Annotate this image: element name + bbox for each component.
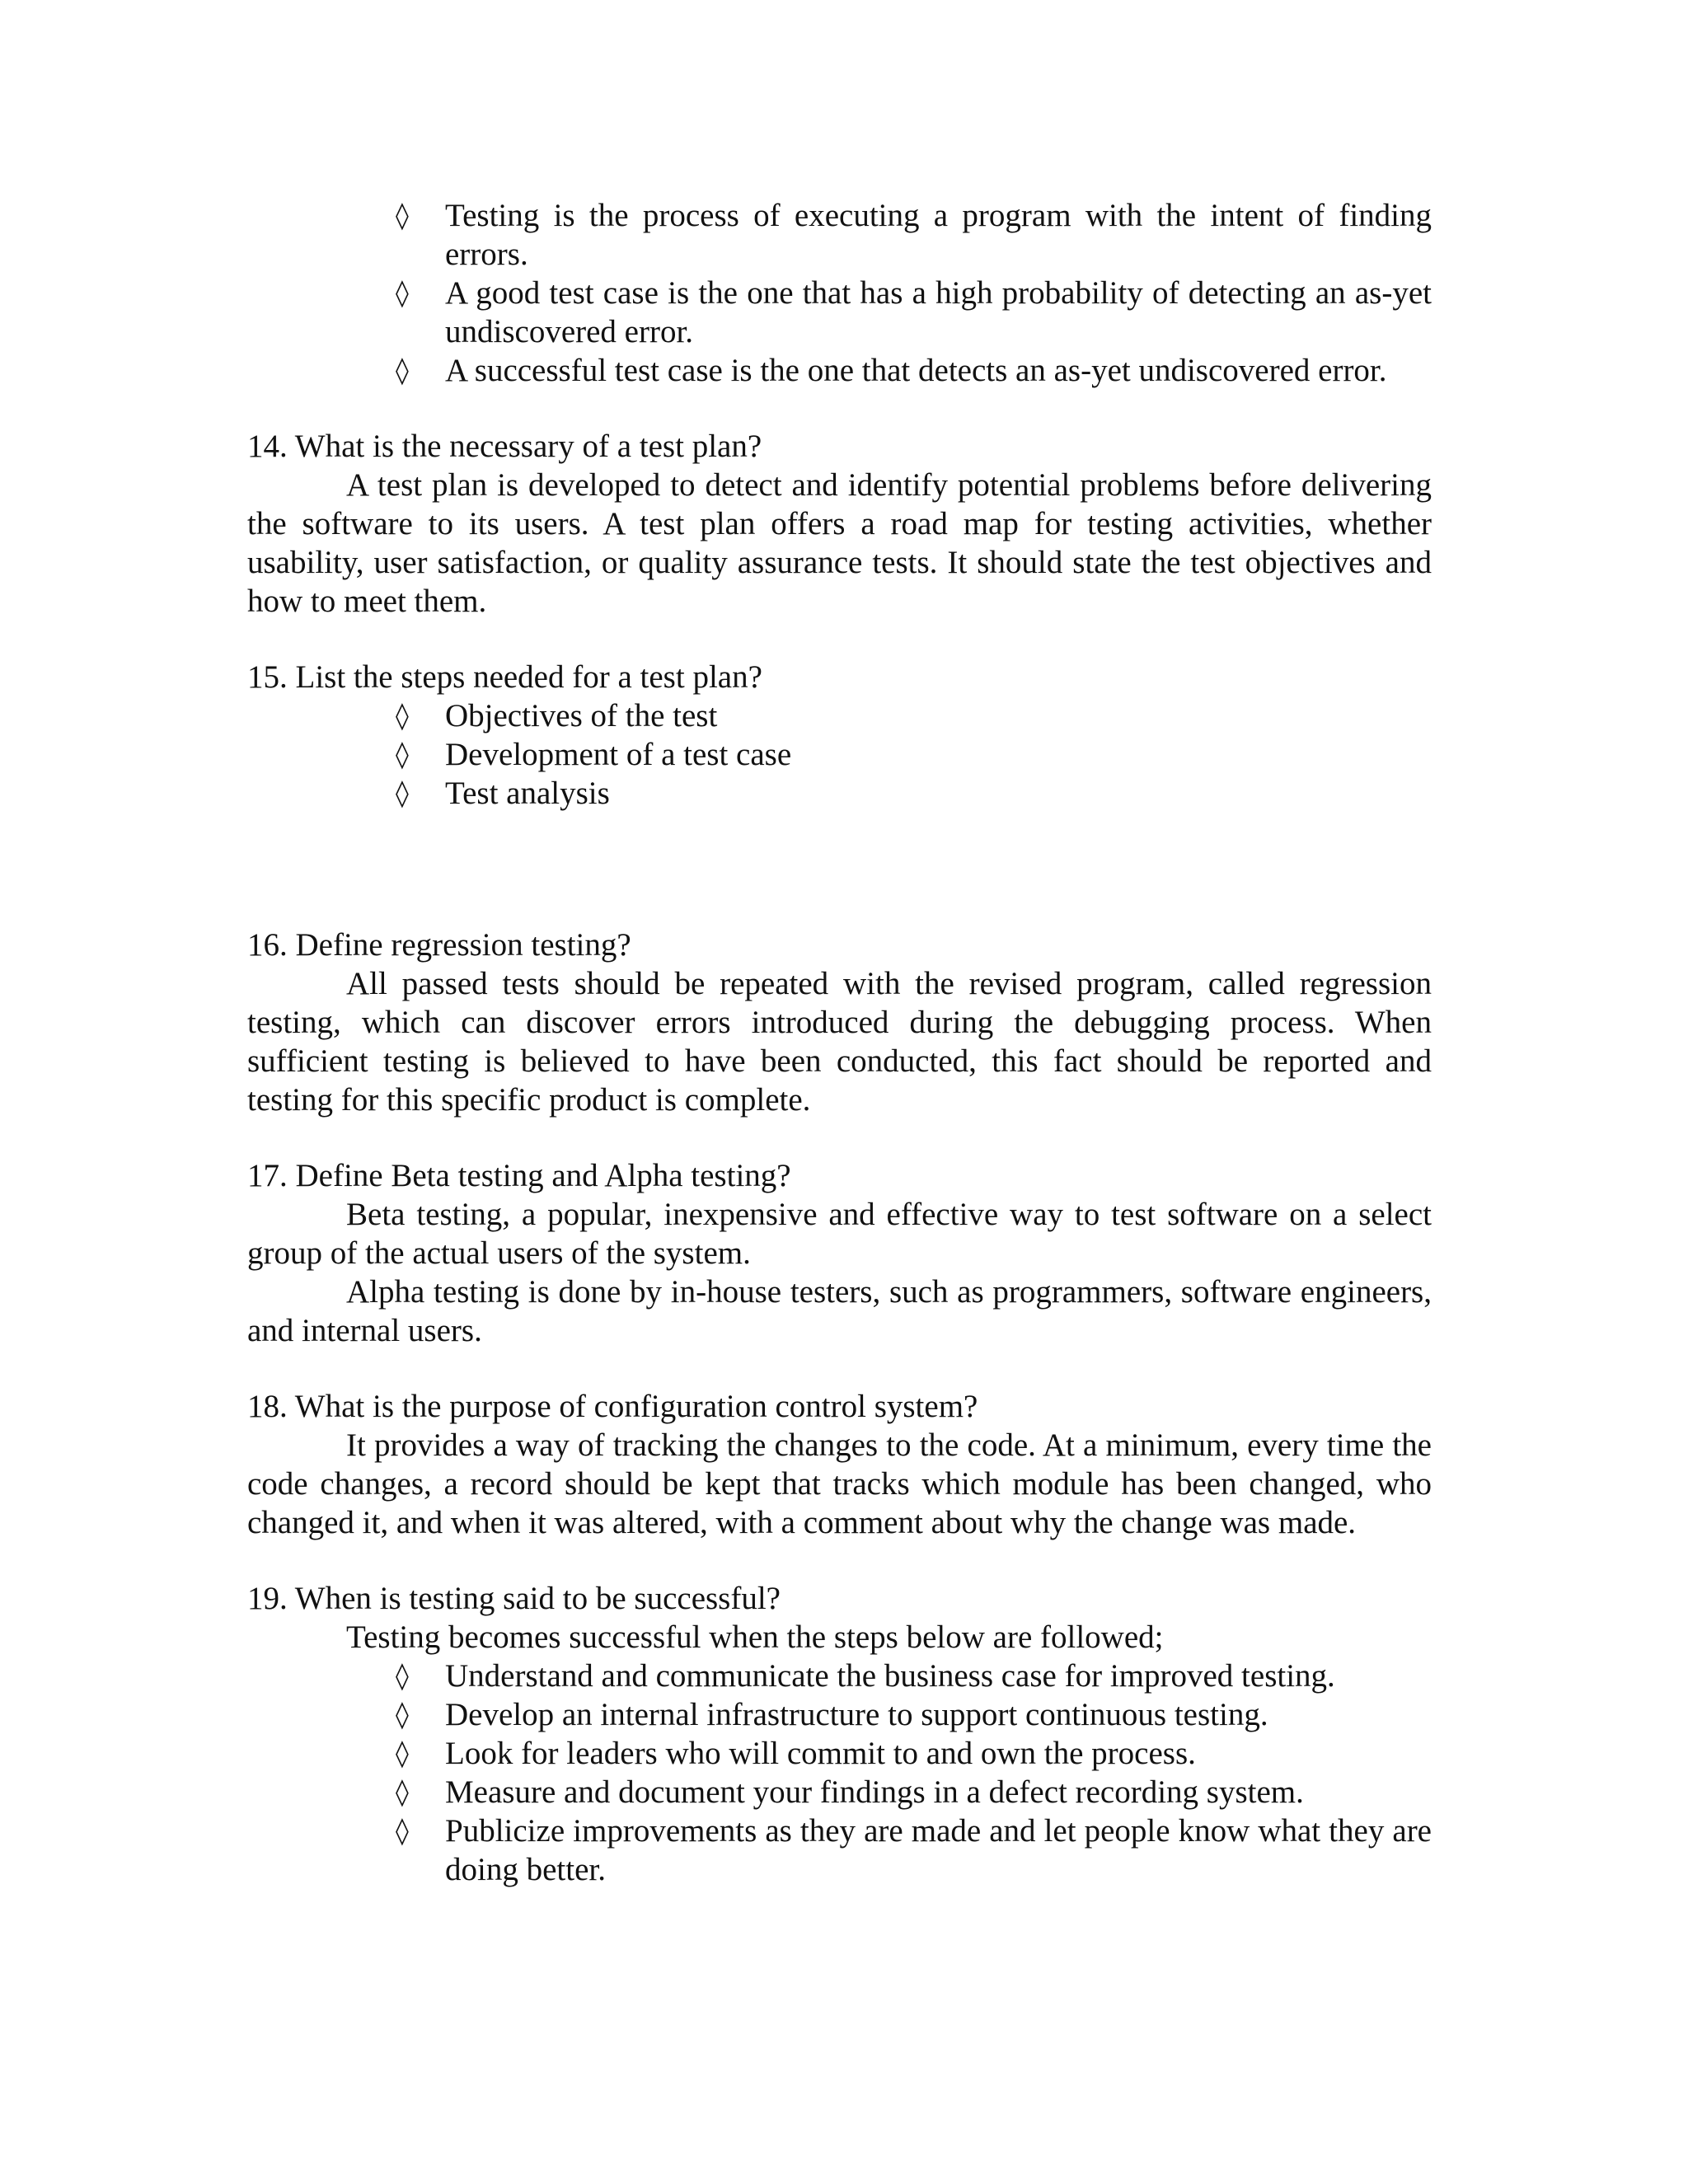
question-18: 18. What is the purpose of configuration control system? bbox=[247, 1389, 978, 1424]
spacer bbox=[247, 813, 1432, 926]
bullet-text: Measure and document your findings in a defect recording system. bbox=[445, 1774, 1304, 1810]
diamond-bullet-icon: ◊ bbox=[396, 777, 409, 808]
answer-14: A test plan is developed to detect and identify potential problems before delivering the software to its users. A test plan offers a road map for testing activities, whether usability, user satisfaction, or quality assurance tests. It should state the test objectives and how to meet them. bbox=[247, 467, 1432, 619]
question-14: 14. What is the necessary of a test plan? bbox=[247, 429, 762, 464]
list-item bbox=[396, 1773, 1432, 1811]
bullet-text: Develop an internal infrastructure to support continuous testing. bbox=[445, 1697, 1268, 1732]
bullet-text: Publicize improvements as they are made and let people know what they are doing better. bbox=[445, 1813, 1432, 1887]
answer-19-lead: Testing becomes successful when the steps below are followed; bbox=[346, 1619, 1164, 1655]
list-item bbox=[396, 1811, 1432, 1889]
diamond-bullet-icon: ◊ bbox=[396, 354, 409, 386]
list-item bbox=[396, 696, 1432, 735]
q15-bullet-list bbox=[247, 696, 1432, 813]
diamond-bullet-icon: ◊ bbox=[396, 1815, 409, 1846]
question-19: 19. When is testing said to be successful? bbox=[247, 1581, 781, 1616]
answer-18: It provides a way of tracking the changes to the code. At a minimum, every time the code changes, a record should be kept that tracks which module has been changed, who changed it, and when it was altered, with a comment about why the change was made. bbox=[247, 1427, 1432, 1540]
bullet-text: A successful test case is the one that detects an as-yet undiscovered error. bbox=[445, 353, 1387, 388]
spacer bbox=[247, 1542, 1432, 1579]
list-item bbox=[396, 196, 1432, 274]
list-item bbox=[396, 1657, 1432, 1695]
bullet-text: Test analysis bbox=[445, 776, 610, 811]
diamond-bullet-icon: ◊ bbox=[396, 277, 409, 308]
answer-16: All passed tests should be repeated with the revised program, called regression testing, which can discover errors introduced during the debugging process. When sufficient testing is believed to have been conducted, this fact should be reported and testing for this specific product is complete. bbox=[247, 966, 1432, 1118]
list-item bbox=[396, 351, 1432, 390]
bullet-text: Look for leaders who will commit to and own the process. bbox=[445, 1736, 1196, 1771]
diamond-bullet-icon: ◊ bbox=[396, 1699, 409, 1730]
list-item bbox=[396, 735, 1432, 774]
bullet-text: Objectives of the test bbox=[445, 698, 718, 733]
bullet-text: Understand and communicate the business case for improved testing. bbox=[445, 1658, 1335, 1694]
diamond-bullet-icon: ◊ bbox=[396, 700, 409, 731]
spacer bbox=[247, 390, 1432, 427]
bullet-text: A good test case is the one that has a high probability of detecting an as-yet undiscovered error. bbox=[445, 275, 1432, 349]
spacer bbox=[247, 1119, 1432, 1156]
spacer bbox=[247, 1350, 1432, 1387]
question-17: 17. Define Beta testing and Alpha testing? bbox=[247, 1158, 791, 1193]
answer-17-alpha: Alpha testing is done by in-house testers, such as programmers, software engineers, and internal users. bbox=[247, 1274, 1432, 1348]
diamond-bullet-icon: ◊ bbox=[396, 1776, 409, 1807]
question-15: 15. List the steps needed for a test plan? bbox=[247, 659, 762, 695]
diamond-bullet-icon: ◊ bbox=[396, 199, 409, 231]
answer-17-beta: Beta testing, a popular, inexpensive and effective way to test software on a select group of the actual users of the system. bbox=[247, 1197, 1432, 1271]
question-16: 16. Define regression testing? bbox=[247, 927, 631, 963]
diamond-bullet-icon: ◊ bbox=[396, 738, 409, 770]
list-item bbox=[396, 1734, 1432, 1773]
diamond-bullet-icon: ◊ bbox=[396, 1737, 409, 1769]
diamond-bullet-icon: ◊ bbox=[396, 1660, 409, 1691]
list-item bbox=[396, 274, 1432, 351]
list-item bbox=[396, 1695, 1432, 1734]
bullet-text: Testing is the process of executing a program with the intent of finding errors. bbox=[445, 198, 1432, 272]
intro-bullet-list bbox=[247, 196, 1432, 390]
q19-bullet-list bbox=[247, 1657, 1432, 1889]
page-content bbox=[247, 196, 1432, 1889]
list-item bbox=[396, 774, 1432, 813]
spacer bbox=[247, 621, 1432, 658]
bullet-text: Development of a test case bbox=[445, 737, 792, 772]
